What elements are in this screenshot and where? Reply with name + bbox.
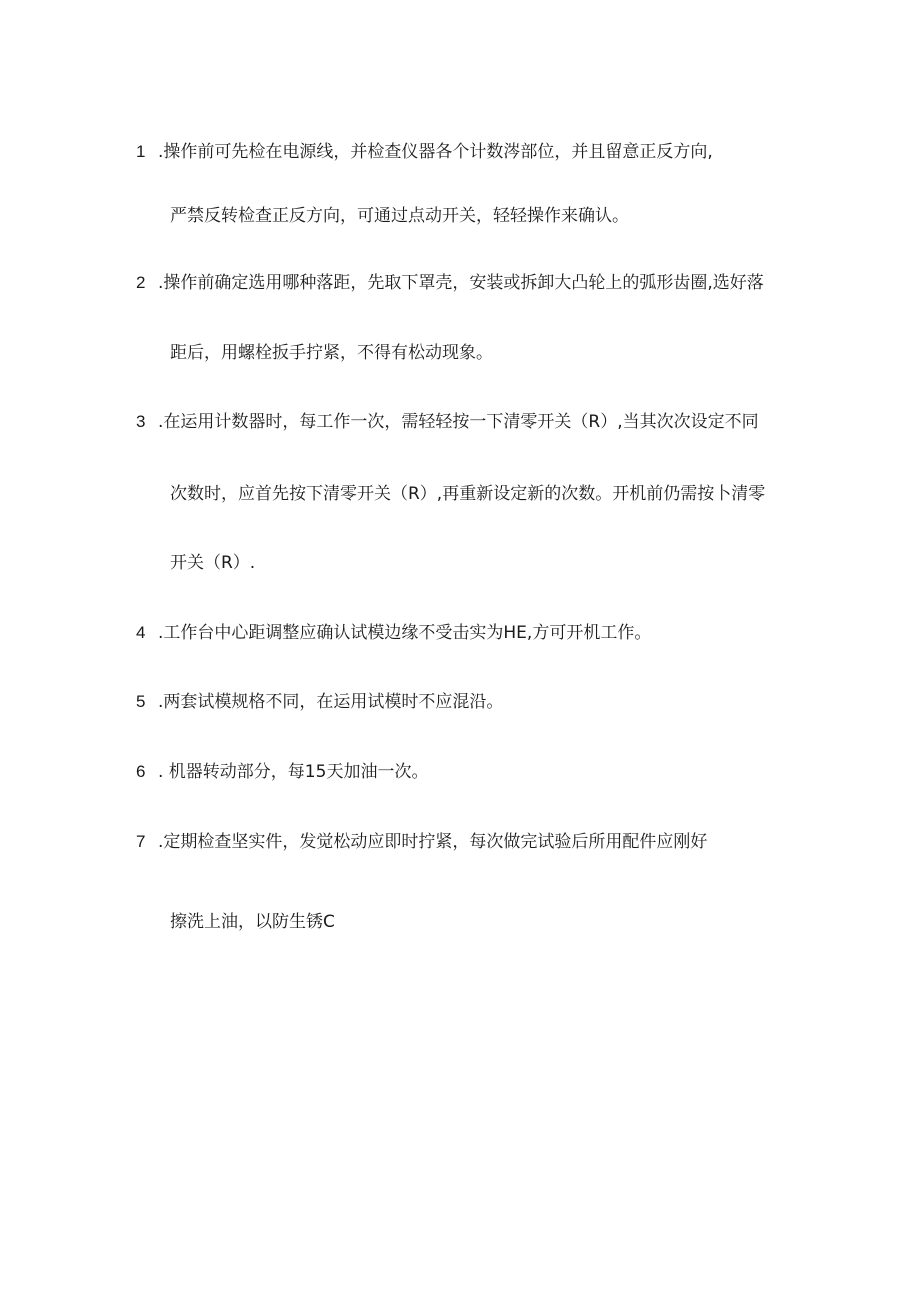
item-number: 3 (136, 412, 146, 431)
item-text-line: . 机器转动部分，每15天加油一次。 (158, 762, 429, 782)
item-number: 2 (136, 273, 146, 292)
item-text-continuation: 开关（R）. (170, 553, 256, 573)
item-text-line: .两套试模规格不同，在运用试模时不应混沿。 (158, 692, 504, 712)
item-text-continuation: 擦洗上油，以防生锈C (170, 912, 335, 932)
item-number: 5 (136, 692, 146, 711)
item-text-continuation: 次数时，应首先按下清零开关（R）,再重新设定新的次数。开机前仍需按卜清零 (170, 484, 766, 504)
item-text-line: .定期检查坚实件，发觉松动应即时拧紧，每次做完试验后所用配件应刚好 (158, 832, 708, 852)
item-number: 7 (136, 832, 146, 851)
item-number: 1 (136, 142, 146, 161)
item-text-continuation: 严禁反转检查正反方向，可通过点动开关，轻轻操作来确认。 (170, 206, 629, 226)
item-number: 6 (136, 762, 146, 781)
item-text-line: .在运用计数器时，每工作一次，需轻轻按一下清零开关（R）,当其次次设定不同 (158, 412, 759, 432)
item-text-line: .操作前可先检在电源线，并检查仪器各个计数涔部位，并且留意正反方向, (158, 142, 713, 162)
item-text-line: .操作前确定选用哪种落距，先取下罩壳，安装或拆卸大凸轮上的弧形齿圈,选好落 (158, 273, 764, 293)
item-text-continuation: 距后，用螺栓扳手拧紧，不得有松动现象。 (170, 343, 493, 363)
item-text-line: .工作台中心距调整应确认试模边缘不受击实为HE,方可开机工作。 (158, 623, 652, 643)
item-number: 4 (136, 623, 146, 642)
